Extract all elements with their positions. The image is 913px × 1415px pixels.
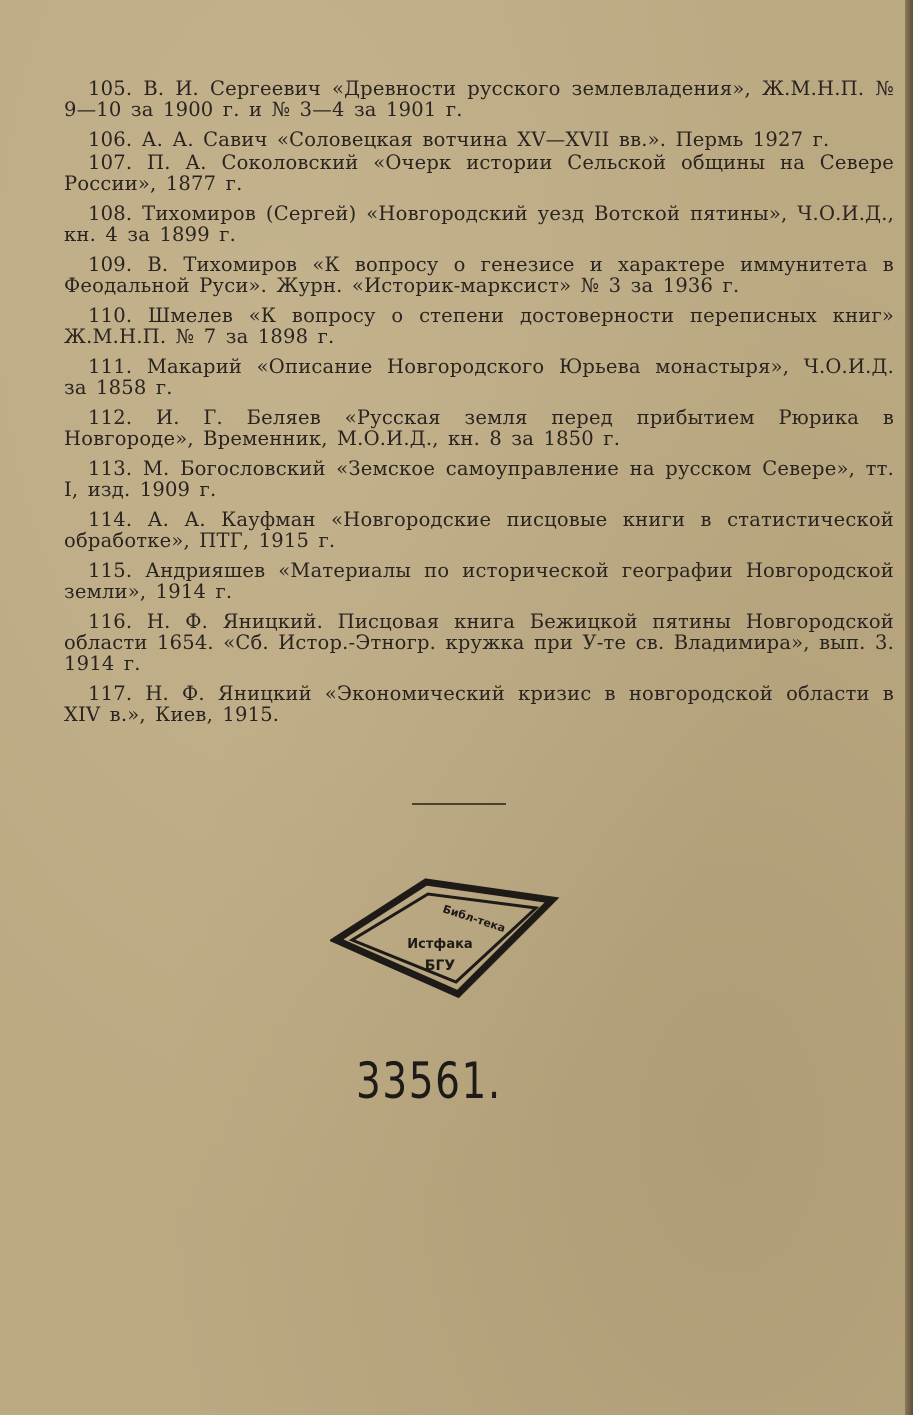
reference-text: Макарий «Описание Новгородского Юрьева монастыря», Ч.О.И.Д. за 1858 г. (64, 355, 895, 399)
reference-106 (64, 129, 894, 150)
reference-number: 105. (88, 77, 133, 100)
reference-115 (64, 560, 894, 602)
reference-105 (64, 78, 894, 120)
reference-109 (64, 254, 894, 296)
reference-text: В. Тихомиров «К вопросу о генезисе и характере иммунитета в Феодальной Руси». Журн. «Историк-марксист» № 3 за 1936 г. (64, 253, 894, 297)
reference-text: Н. Ф. Яницкий «Экономический кризис в новгородской области в XIV в.», Киев, 1915. (64, 682, 894, 726)
reference-text: Тихомиров (Сергей) «Новгородский уезд Вотской пятины», Ч.О.И.Д., кн. 4 за 1899 г. (64, 202, 894, 246)
stamp-top-text: Библ-тека (441, 902, 508, 935)
reference-text: Шмелев «К вопросу о степени достоверности переписных книг» Ж.М.Н.П. № 7 за 1898 г. (64, 304, 895, 348)
reference-108 (64, 203, 894, 245)
reference-text: Андрияшев «Материалы по исторической географии Новгородской земли», 1914 г. (64, 559, 894, 603)
reference-number: 117. (88, 682, 133, 705)
library-stamp (330, 878, 560, 998)
section-divider (412, 803, 506, 805)
reference-number: 107. (88, 151, 133, 174)
reference-110 (64, 305, 894, 347)
reference-text: П. А. Соколовский «Очерк истории Сельской общины на Севере России», 1877 г. (64, 151, 894, 195)
inventory-number: 33561. (356, 1052, 502, 1110)
reference-number: 116. (88, 610, 133, 633)
reference-text: М. Богословский «Земское самоуправление на русском Севере», тт. I, изд. 1909 г. (64, 457, 894, 501)
reference-112 (64, 407, 894, 449)
reference-number: 113. (88, 457, 133, 480)
reference-number: 106. (88, 128, 133, 151)
reference-text: А. А. Савич «Соловецкая вотчина XV—XVII вв.». Пермь 1927 г. (141, 128, 830, 151)
reference-number: 111. (88, 355, 133, 378)
reference-107 (64, 152, 894, 194)
bibliography-list (64, 78, 894, 734)
reference-113 (64, 458, 894, 500)
reference-117 (64, 683, 894, 725)
reference-text: А. А. Кауфман «Новгородские писцовые книги в статистической обработке», ПТГ, 1915 г. (64, 508, 895, 552)
stamp-line-2: БГУ (424, 958, 456, 974)
reference-number: 108. (88, 202, 133, 225)
reference-number: 109. (88, 253, 133, 276)
reference-number: 110. (88, 304, 133, 327)
reference-text: И. Г. Беляев «Русская земля перед прибытием Рюрика в Новгороде», Временник, М.О.И.Д., кн. 8 за 1850 г. (64, 406, 895, 450)
reference-114 (64, 509, 894, 551)
reference-111 (64, 356, 894, 398)
reference-number: 112. (88, 406, 133, 429)
reference-116 (64, 611, 894, 674)
reference-number: 114. (88, 508, 133, 531)
reference-text: Н. Ф. Яницкий. Писцовая книга Бежицкой пятины Новгородской области 1654. «Сб. Истор.-Этногр. кружка при У-те св. Владимира», вып. 3. 1914 г. (64, 610, 894, 675)
page-edge-shadow (905, 0, 913, 1415)
reference-text: В. И. Сергеевич «Древности русского землевладения», Ж.М.Н.П. № 9—10 за 1900 г. и № 3—4 за 1901 г. (64, 77, 895, 121)
stamp-line-1: Истфака (407, 937, 473, 952)
reference-number: 115. (88, 559, 133, 582)
